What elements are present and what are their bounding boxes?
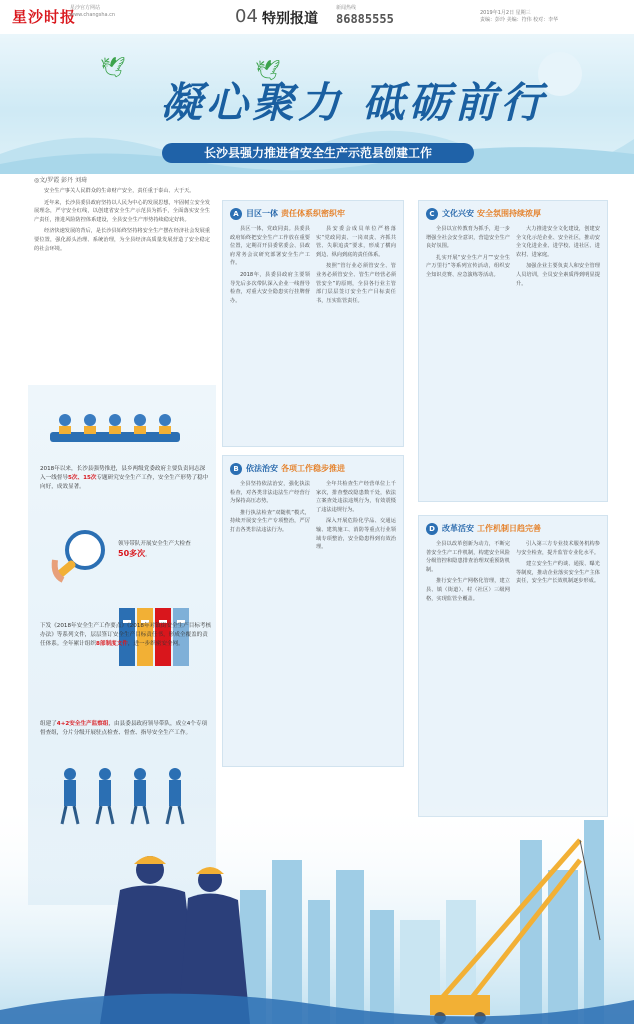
page-number: 04 [235, 6, 258, 27]
callout-documents: 下发《2018年安全生产工作要点》《2018年对镇街安全生产目标考核办法》等系列文件，层层签订安全生产目标责任书，形成全覆盖的责任体系。全年累计组织8部制度文件，进一步织密安全网。 [40, 623, 212, 647]
callout-supervision: 组建了4+2安全生产监察组，由县委县政府领导带队，成立4个专项督查组，分片分级开展驻点检查、督查、指导安全生产工作。 [40, 721, 208, 736]
masthead [0, 0, 634, 35]
logo-subtext: 星沙官方网站 www.changsha.cn [70, 5, 116, 18]
section-d-col1: 全县以改革创新为动力，不断完善安全生产工作机制，构建安全风险分级管控和隐患排查治理双重预防机制。 推行安全生产网格化管理，建立县、镇（街道）、村（社区）三级网格，实现监管全覆盖。 [426, 541, 510, 602]
sub-headline: 长沙县强力推进省安全生产示范县创建工作 [162, 143, 474, 163]
magnifier-icon [45, 520, 115, 590]
section-badge: C [426, 208, 438, 220]
dove-icon: 🕊 [100, 55, 126, 79]
section-b-col1: 全县坚持依法治安，强化执法检查，对各类非法违法生产经营行为保持高压态势。 推行执法检查“双随机”模式，持续开展安全生产专项整治，严厉打击各类非法违法行为。 [230, 481, 310, 533]
main-headline: 凝心聚力 砥砺前行 [160, 78, 547, 127]
section-c-heading: C 文化兴安 安全氛围持续浓厚 [426, 208, 541, 220]
section-c-col2: 大力推进安全文化建设，创建安全文化示范企业、安全社区，推动安全文化进企业、进学校、进社区、进农村、进家庭。 加强企业主要负责人和安全管理人员培训，全员安全素质得到明显提升。 [516, 226, 600, 287]
meeting-illustration [40, 398, 190, 458]
issue-date: 2019年1月2日 星期三 责编：彭玲 美编：符伟 校对：李华 [480, 10, 559, 23]
section-badge: A [230, 208, 242, 220]
section-b-heading: B 依法治安 各项工作稳步推进 [230, 463, 345, 475]
section-c-col1: 全县以宣传教育为抓手，进一步增强全社会安全意识，营造安全生产良好氛围。 扎实开展“安全生产月”“安全生产万里行”等系列宣传活动，组织安全知识竞赛、应急演练等活动。 [426, 226, 510, 278]
byline: ◎文/罗霞 彭丹 刘琦 [34, 177, 88, 184]
intro-text: 安全生产事关人民群众的生命财产安全，责任重于泰山、大于天。 近年来，长沙县委县政府坚持以人民为中心的发展思想，牢固树立安全发展理念，严守安全红线，以创建省安全生产示范县为抓手，全面落实安全生产责任，推进风险防控体系建设，全县安全生产形势持续稳定好转。 经济快速发展的背后，是长沙县始终坚持将安全生产摆在经济社会发展重要位置，强化源头治理、系统治理，为全县经济高质量发展营造了安全稳定的社会环境。 [34, 188, 211, 252]
section-d-col2: 引入第三方专业技术服务机构参与安全检查，提升监管专业化水平。 建立安全生产约谈、通报、曝光等制度，推动企业落实安全生产主体责任，安全生产长效机制逐步形成。 [516, 541, 600, 585]
section-a-col1: 县区一体，党政同责。县委县政府始终把安全生产工作放在重要位置，定期召开县委常委会、县政府常务会议研究部署安全生产工作。 2018年，县委县政府主要领导先后多次带队深入企业一线督导检查，对重大安全隐患实行挂牌督办。 [230, 226, 310, 304]
section-badge: D [426, 523, 438, 535]
dove-icon: 🕊 [255, 58, 281, 82]
section-title: 特别报道 [262, 11, 318, 27]
section-a-heading: A 目区一体 责任体系织密织牢 [230, 208, 345, 220]
section-d-heading: D 改革活安 工作机制日趋完善 [426, 523, 541, 535]
hotline-number: 86885555 [336, 12, 394, 26]
hotline-label: 新闻热线 [336, 5, 357, 11]
callout-inspections: 领导带队开展安全生产大检查 50多次。 [118, 541, 191, 558]
callout-meetings: 2018年以来，长沙县强势推进，县乡两级党委政府主要负责同志深入一线督导5次、15次专题研究安全生产工作，安全生产形势了稳中向好，成效显著。 [40, 466, 209, 490]
section-a-col2: 县安委会成员单位严格落实“党政同责、一岗双责、齐抓共管、失职追责”要求，形成了横向到边、纵向到底的责任体系。 按照“管行业必须管安全、管业务必须管安全、管生产经营必须管安全”的原则，全县各行业主管部门层层签订安全生产目标责任书，压实监管责任。 [316, 226, 396, 304]
section-b-col2: 全年共检查生产经营单位上千家次，排查整改隐患数千处，依法立案查处违法违规行为，有效震慑了违法违规行为。 深入开展危险化学品、交通运输、建筑施工、消防等重点行业领域专项整治，安全隐患得到有效治理。 [316, 481, 396, 551]
newspaper-logo: 星沙时报 [12, 8, 77, 26]
city-skyline-illustration [0, 800, 634, 1024]
section-badge: B [230, 463, 242, 475]
